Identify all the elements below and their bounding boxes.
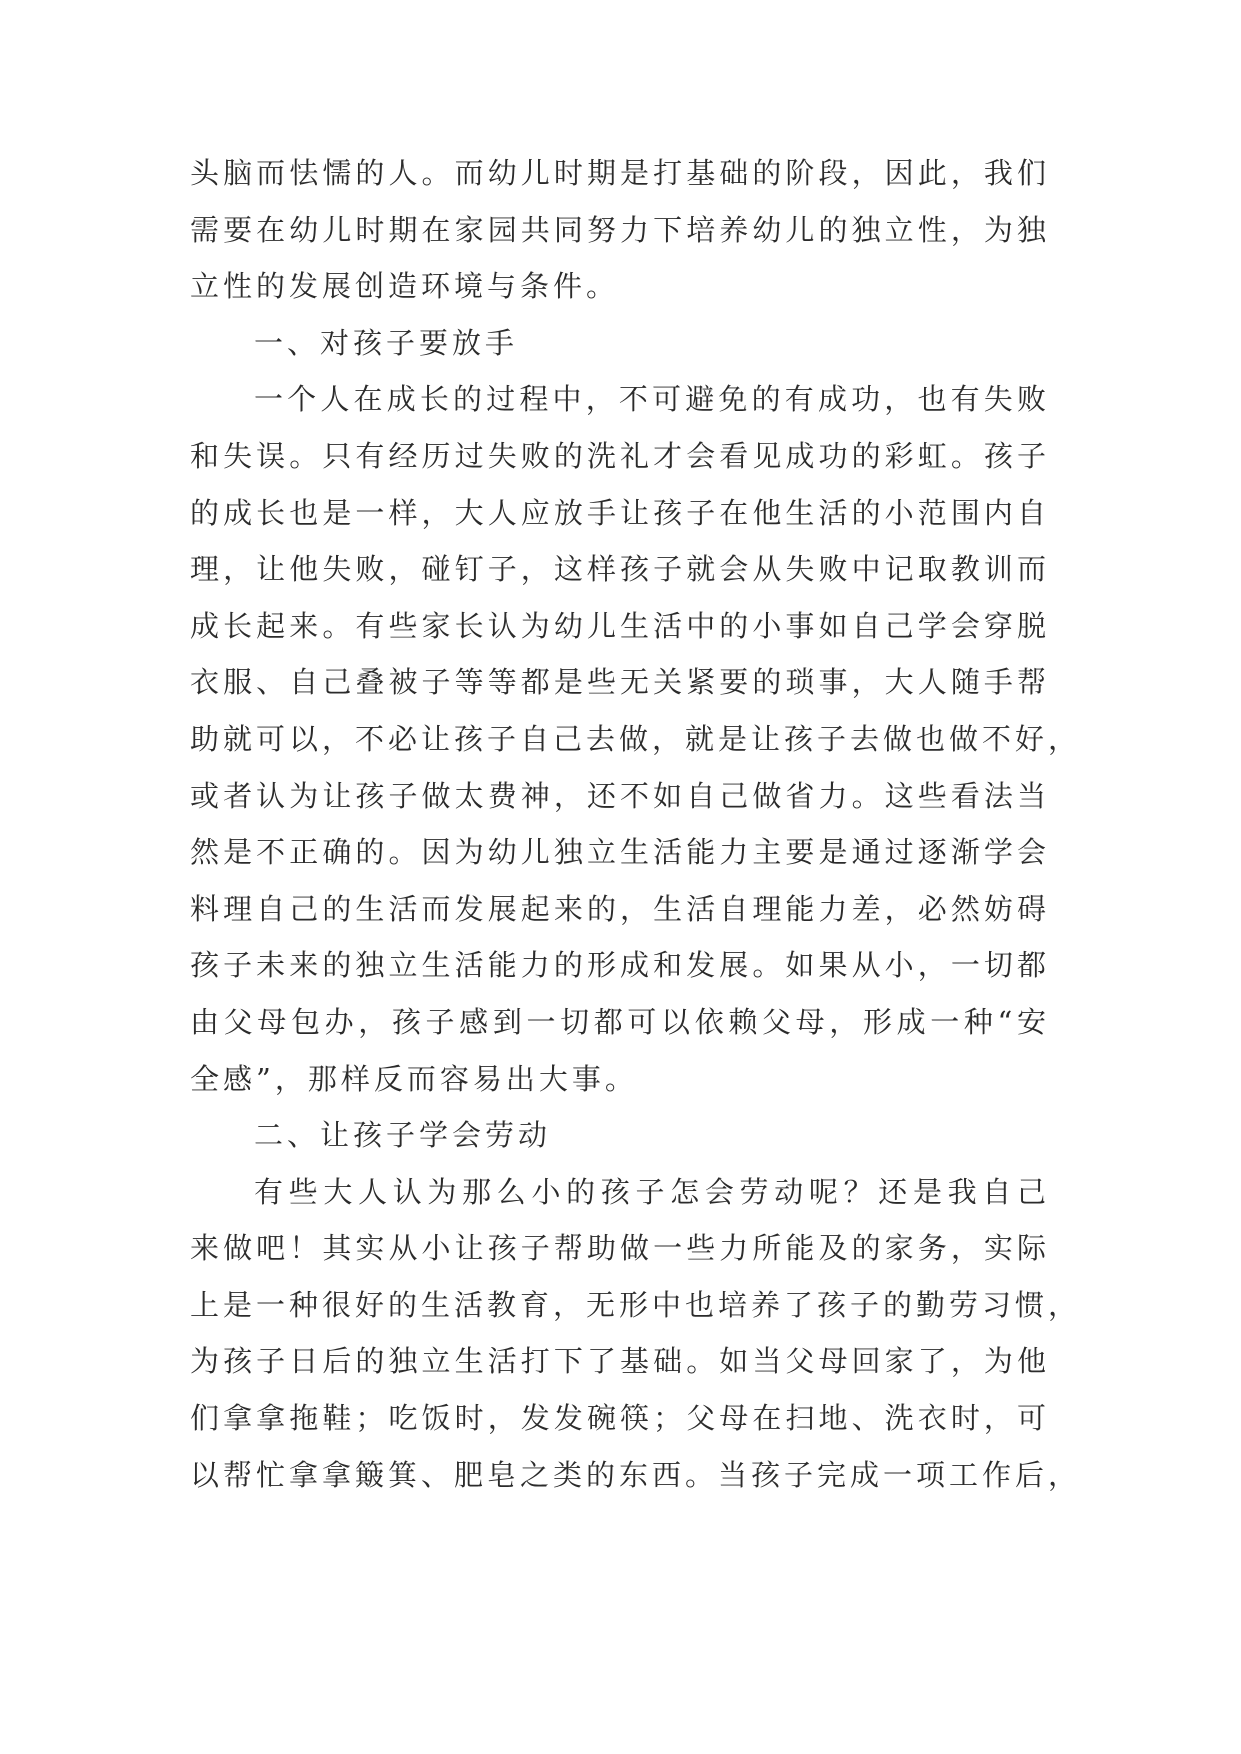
paragraph-section-2 (190, 1164, 1082, 1504)
section-heading-2 (190, 1107, 1050, 1164)
text-line: 和失误。只有经历过失败的洗礼才会看见成功的彩虹。孩子 (190, 438, 1050, 473)
text-line: 全感”，那样反而容易出大事。 (190, 1061, 638, 1096)
heading-text: 二、让孩子学会劳动 (254, 1118, 552, 1153)
text-line: 衣服、自己叠被子等等都是些无关紧要的琐事，大人随手帮 (190, 665, 1050, 700)
text-line: 一个人在成长的过程中，不可避免的有成功，也有失败 (254, 382, 1050, 417)
text-line: 头脑而怯懦的人。而幼儿时期是打基础的阶段，因此，我们 (190, 156, 1050, 190)
text-line: 料理自己的生活而发展起来的，生活自理能力差，必然妨碍 (190, 891, 1050, 926)
text-line: 上是一种很好的生活教育，无形中也培养了孩子的勤劳习惯， (190, 1287, 1082, 1322)
paragraph-continuation (190, 145, 1050, 315)
text-line: 理，让他失败，碰钉子，这样孩子就会从失败中记取教训而 (190, 552, 1050, 587)
document-body (190, 145, 1082, 1503)
section-heading-1 (190, 315, 1050, 372)
text-line: 来做吧！其实从小让孩子帮助做一些力所能及的家务，实际 (190, 1231, 1050, 1266)
text-line: 立性的发展创造环境与条件。 (190, 269, 620, 304)
text-line: 由父母包办，孩子感到一切都可以依赖父母，形成一种“安 (190, 1004, 1050, 1039)
text-line: 或者认为让孩子做太费神，还不如自己做省力。这些看法当 (190, 778, 1050, 813)
text-line: 有些大人认为那么小的孩子怎会劳动呢？还是我自己 (254, 1174, 1050, 1209)
text-line: 的成长也是一样，大人应放手让孩子在他生活的小范围内自 (190, 495, 1050, 530)
text-line: 孩子未来的独立生活能力的形成和发展。如果从小，一切都 (190, 948, 1050, 983)
heading-text: 一、对孩子要放手 (254, 325, 519, 360)
text-line: 以帮忙拿拿簸箕、肥皂之类的东西。当孩子完成一项工作后， (190, 1457, 1082, 1492)
paragraph-section-1 (190, 371, 1082, 1107)
text-line: 们拿拿拖鞋；吃饭时，发发碗筷；父母在扫地、洗衣时，可 (190, 1401, 1050, 1436)
text-line: 成长起来。有些家长认为幼儿生活中的小事如自己学会穿脱 (190, 608, 1050, 643)
text-line: 然是不正确的。因为幼儿独立生活能力主要是通过逐渐学会 (190, 835, 1050, 870)
text-line: 助就可以，不必让孩子自己去做，就是让孩子去做也做不好， (190, 721, 1082, 756)
text-line: 为孩子日后的独立生活打下了基础。如当父母回家了，为他 (190, 1344, 1050, 1379)
text-line: 需要在幼儿时期在家园共同努力下培养幼儿的独立性，为独 (190, 212, 1050, 247)
